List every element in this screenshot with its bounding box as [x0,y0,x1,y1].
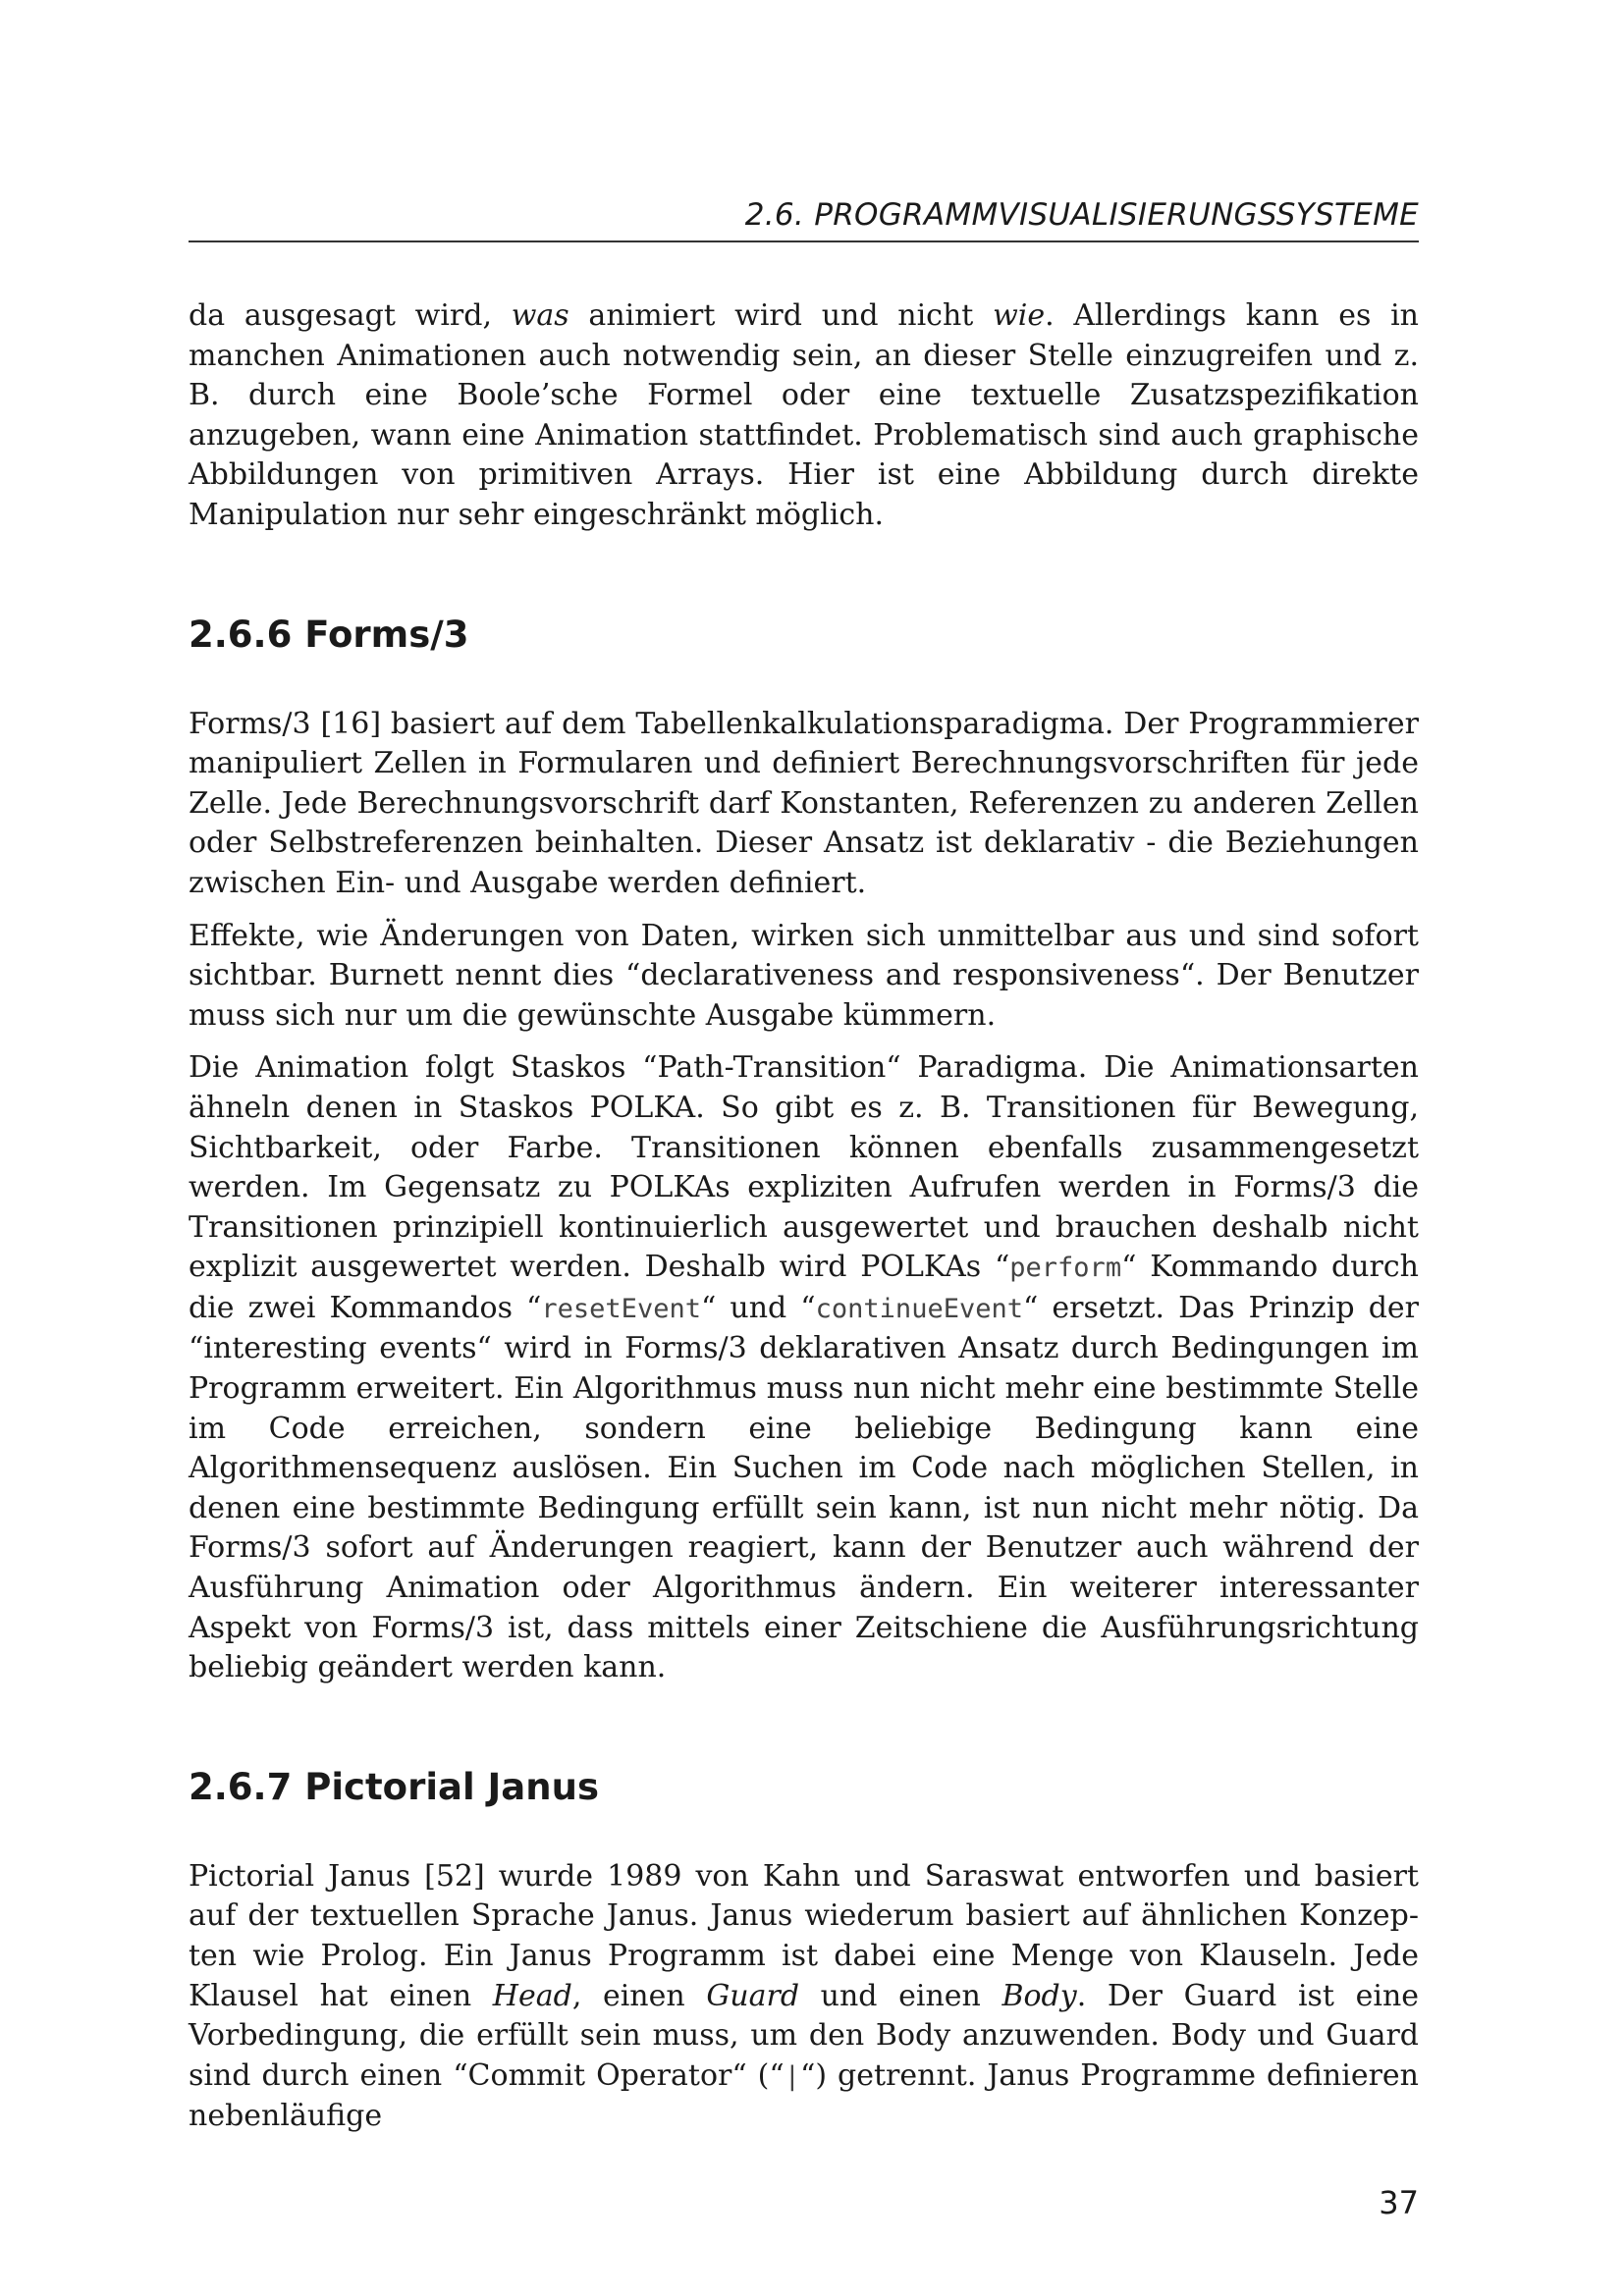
body-text [189,296,1419,2150]
text-run: Die Animation folgt Staskos “Path-Transition“ Paradigma. Die Animationsarten ähneln denen in Staskos POLKA. So gibt es z. B. Transitionen für Bewegung, Sichtbarkeit, oder Farbe. Transitionen können ebenfalls zusammengesetzt werden. Im Gegensatz zu POLKAs expliziten Aufrufen werden in Forms/3 die Transitionen prinzipiell kontinuierlich ausgewertet und brauchen deshalb nicht explizit ausgewertet werden. Deshalb wird POLKAs “ [189,1050,1419,1285]
text-run: “ Kommando durch die zwei Kommandos “ [189,1250,1419,1325]
header-rule [189,240,1419,242]
page-number: 37 [1379,2184,1419,2221]
text-run: da ausgesagt wird, [189,298,512,333]
emphasis-wie: wie [993,298,1046,333]
text-run: Pictorial Janus [52] wurde 1989 von Kahn und Saraswat entworfen und basiert auf der textuellen Sprache Janus. Janus wiederum basiert auf ähnlichen Konzepten wie Prolog. Ein Janus Programm ist dabei eine Menge von Klauseln. Jede Klausel hat einen [189,1858,1419,2013]
text-run: “ ersetzt. Das Prinzip der “interesting events“ wird in Forms/3 deklarativen Ansatz durch Bedingungen im Programm erweitert. Ein Algorithmus muss nun nicht mehr eine bestimmte Stelle im Code erreichen, sondern eine beliebige Bedingung kann eine Algorithmensequenz auslösen. Ein Suchen im Code nach möglichen Stellen, in denen eine bestimmte Bedingung erfüllt sein kann, ist nun nicht mehr nötig. Da Forms/3 sofort auf Änderungen reagiert, kann der Benutzer auch während der Ausführung Animation oder Algorithmus ändern. Ein weiterer interessanter Aspekt von Forms/3 ist, dass mittels einer Zeitschiene die Ausführungsrichtung beliebig geändert werden kann. [189,1290,1420,1685]
forms3-paragraph-1: Forms/3 [16] basiert auf dem Tabellenkalkulationsparadigma. Der Programmierer manipuliert Zellen in Formularen und definiert Berechnungsvorschriften für jede Zelle. Jede Berechnungsvorschrift darf Konstanten, Referenzen zu anderen Zellen oder Selbstreferenzen beinhalten. Dieser Ansatz ist deklarativ - die Beziehungen zwischen Ein- und Ausgabe werden definiert. [189,706,1419,900]
text-run: , einen [571,1978,707,2013]
text-run: “ und “ [700,1290,816,1325]
emphasis-was: was [511,298,569,333]
emphasis-guard: Guard [706,1978,800,2013]
text-run: animiert wird und nicht [568,298,994,333]
text-run: . Allerdings kann es in manchen Animationen auch notwendig sein, an dieser Stelle einzugreifen und z. B. durch eine Boole’sche Formel oder eine textuelle Zusatzspezifikation anzugeben, wann eine Animation stattfindet. Problematisch sind auch graphische Abbildungen von primitiven Arrays. Hier ist eine Abbildung durch direkte Manipulation nur sehr eingeschränkt möglich. [189,298,1420,532]
janus-paragraph-1 [189,1857,1419,2137]
text-run: und einen [799,1978,1002,2013]
running-header: 2.6. PROGRAMMVISUALISIERUNGSSYSTEME [744,197,1419,233]
section-heading-forms3: 2.6.6 Forms/3 [189,613,469,656]
code-continueevent: continueEvent [815,1293,1023,1324]
section-heading-pictorial-janus: 2.6.7 Pictorial Janus [189,1765,599,1808]
code-commit-operator: | [784,2060,800,2092]
forms3-paragraph-2: Effekte, wie Änderungen von Daten, wirken sich unmittelbar aus und sind sofort sichtbar. Burnett nennt dies “declarativeness and responsiveness“. Der Benutzer muss sich nur um die gewünschte Ausgabe kümmern. [189,918,1419,1033]
text-run: . Der Guard ist eine Vorbedingung, die erfüllt sein muss, um den Body anzuwenden. Body und Guard sind durch einen “Commit Operator“ (“ [189,1978,1420,2093]
text-run: “) getrennt. Janus Programme definieren nebenläufige [189,2057,1419,2134]
intro-paragraph [189,296,1419,536]
code-resetevent: resetEvent [541,1293,701,1324]
emphasis-head: Head [492,1978,572,2013]
emphasis-body: Body [1001,1978,1077,2013]
forms3-paragraph-3 [189,1048,1419,1688]
code-perform: perform [1009,1253,1122,1284]
